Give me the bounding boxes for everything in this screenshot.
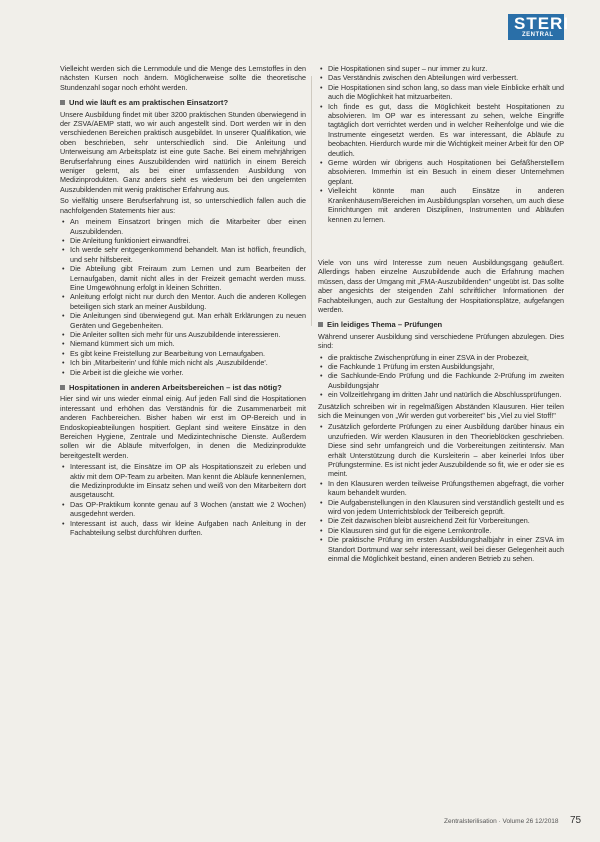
list-item: • Interessant ist, die Einsätze im OP als Hospitationszeit zu erleben und aktiv mit dem OP-Team zu arbeiten. Man kennt die Abläufe kennenlernen, die Medizinprodukte im Einsatz sehen und weiß von den Mitarbeitern dort ausgetauscht. <box>60 462 306 500</box>
list-item: • Die Anleitungen sind überwiegend gut. Man erhält Erklärungen zu neuen Geräten und Gegebenheiten. <box>60 311 306 330</box>
list-item: • Die Hospitationen sind super – nur immer zu kurz. <box>318 64 564 73</box>
section-heading-practical <box>60 98 306 107</box>
list-item: • die Fachkunde 1 Prüfung im ersten Ausbildungsjahr, <box>318 362 564 371</box>
list-item: • die Sachkunde-Endo Prüfung und die Fachkunde 2-Prüfung im zweiten Ausbildungsjahr <box>318 371 564 390</box>
logo-text: STERI <box>514 14 570 33</box>
statement-list <box>318 422 564 563</box>
list-item: • Das OP-Praktikum konnte genau auf 3 Wochen (anstatt wie 2 Wochen) ausgedehnt werden. <box>60 500 306 519</box>
paragraph: Hier sind wir uns wieder einmal einig. Auf jeden Fall sind die Hospitationen interessant und erhöhen das Verständnis für die Zusammenarbeit mit anderen Fachbereichen. Bisher haben wir erst im OP-Bereich und in Endoskopieabteilungen hospitiert. Geplant sind weitere Einsätze in den Bereichen Hygiene, Zentrale und Medizintechnische Dienste. Außerdem sollen wir die Abläufe mitverfolgen, in denen die Medizinprodukte bereitgestellt werden. <box>60 394 306 460</box>
exam-list <box>318 353 564 400</box>
square-bullet-icon <box>318 322 323 327</box>
paragraph: Während unserer Ausbildung sind verschiedene Prüfungen abzulegen. Dies sind: <box>318 331 564 351</box>
list-item: • Niemand kümmert sich um mich. <box>60 339 306 348</box>
list-item: • In den Klausuren werden teilweise Prüfungsthemen abgefragt, die vorher kaum behandelt wurden. <box>318 479 564 498</box>
section-heading-hospitations <box>60 383 306 392</box>
paragraph: Zusätzlich schreiben wir in regelmäßigen Abständen Klausuren. Hier teilen sich die Meinungen von „Wir werden gut vorbereitet" bis „Viel zu viel Stoff!" <box>318 401 564 420</box>
steri-logo <box>508 14 570 40</box>
section-heading-exams <box>318 320 564 329</box>
list-item: • Die Anleiter sollten sich mehr für uns Auszubildende interessieren. <box>60 330 306 339</box>
list-item: • ein Vollzeitlehrgang im dritten Jahr und natürlich die Abschlussprüfungen. <box>318 390 564 399</box>
statement-list <box>60 217 306 377</box>
left-column <box>60 64 306 540</box>
logo-subtext: ZENTRAL <box>522 32 554 38</box>
statement-list <box>60 462 306 537</box>
heading-text: Und wie läuft es am praktischen Einsatzort? <box>69 98 229 108</box>
list-item: • Das Verständnis zwischen den Abteilungen wird verbessert. <box>318 73 564 82</box>
journal-footer: Zentralsterilisation · Volume 26 12/2018 <box>444 818 559 825</box>
list-item: • Die Arbeit ist die gleiche wie vorher. <box>60 368 306 377</box>
list-item: • Vielleicht könnte man auch Einsätze in anderen Krankenhäusern/Bereichen im Ausbildungsplan vorsehen, um auch diese Einrichtungen mit anderen Disziplinen, Instrumenten und Abläufen kennen zu lernen. <box>318 186 564 224</box>
square-bullet-icon <box>60 100 65 105</box>
list-item: • Es gibt keine Freistellung zur Bearbeitung von Lernaufgaben. <box>60 349 306 358</box>
heading-text: Hospitationen in anderen Arbeitsbereichen – ist das nötig? <box>69 383 282 392</box>
list-item: • Die Zeit dazwischen bleibt ausreichend Zeit für Vorbereitungen. <box>318 516 564 525</box>
paragraph: Viele von uns wird Interesse zum neuen Ausbildungsgang geäußert. Allerdings haben einzelne Auszubildende auch die Erfahrung machen müssen, dass der Umgang mit „FMA-Auszubildenden" ungeübt ist. Das sollte aber angesichts der steigenden Zahl schriftlicher Informationen der Fachabteilungen, auch zur Gestaltung der Hospitationsplätze, aufgefangen werden. <box>318 257 564 314</box>
column-divider <box>311 76 312 326</box>
heading-text: Ein leidiges Thema – Prüfungen <box>327 320 443 330</box>
list-item: • Die Aufgabenstellungen in den Klausuren sind verständlich gestellt und es wird von jedem Unterrichtsblock der Teilbereich geprüft. <box>318 498 564 517</box>
square-bullet-icon <box>60 385 65 390</box>
list-item: • Die Klausuren sind gut für die eigene Lernkontrolle. <box>318 526 564 535</box>
page-number: 75 <box>570 815 582 826</box>
intro-paragraph: Vielleicht werden sich die Lernmodule und die Menge des Lernstoffes in den nächsten Kursen noch ändern. Möglicherweise sollte die theoretische Stundenzahl sogar noch erhöht werden. <box>60 64 306 92</box>
list-item: • An meinem Einsatzort bringen mich die Mitarbeiter über einen Auszubildenden. <box>60 217 306 236</box>
list-item: • Die Anleitung funktioniert einwandfrei. <box>60 236 306 245</box>
list-item: • Ich finde es gut, dass die Möglichkeit besteht Hospitationen zu absolvieren. Im OP war es interessant zu sehen, welche Eingriffe tagtäglich dort verrichtet werden und in welcher Reihenfolge und wie die Instrumente eingesetzt werden. Es war interessant, die Abläufe zu beobachten. Hierdurch wurde mir die Wichtigkeit meiner Arbeit für den OP deutlich. <box>318 102 564 158</box>
paragraph: Unsere Ausbildung findet mit über 3200 praktischen Stunden überwiegend in der ZSVA/AEMP statt, wo wir auch angestellt sind. Dort werden wir in den verschiedenen Bereichen praktisch ausgebildet. In unserer Qualifikation, wie oben beschrieben, sehr unterschiedlich sind. Die Anleitung und Unterweisung am Arbeitsplatz ist eine gute Sache. Bei einem mehrjährigen Berufserfahrung eines Auszubildenden wird natürlich in einem Bereich weniger gelernt, als bei einer umfassenden Ausbildung von Medizinprodukten. Ganz anders sieht es wiederum bei den ungelernten Auszubildenden mit wenig praktischer Erfahrung aus. <box>60 109 306 194</box>
list-item: • Anleitung erfolgt nicht nur durch den Mentor. Auch die anderen Kollegen beteiligen sich stark an meiner Ausbildung. <box>60 292 306 311</box>
statement-list <box>318 64 564 224</box>
list-item: • Gerne würden wir übrigens auch Hospitationen bei Gefäßherstellern absolvieren. Immerhin ist ein Besuch in einem dieser Unternehmen geplant. <box>318 158 564 186</box>
list-item: • Ich werde sehr entgegenkommend behandelt. Man ist höflich, freundlich, und sehr hilfsbereit. <box>60 245 306 264</box>
list-item: • die praktische Zwischenprüfung in einer ZSVA in der Probezeit, <box>318 353 564 362</box>
list-item: • Zusätzlich geforderte Prüfungen zu einer Ausbildung darüber hinaus ein unzufrieden. Wir werden Klausuren in den Theorieblöcken geschrieben. Diese sind sehr umfangreich und die Vorbereitungen zeitintensiv. Man erhält Unterstützung durch die Kursleiterin – aber keinerlei Infos über Prüfungstermine. Es ist nicht jeder Auszubildende so fit, wie er oder sie es meint. <box>318 422 564 478</box>
right-column <box>318 64 564 566</box>
list-item: • Interessant ist auch, dass wir kleine Aufgaben nach Anleitung in der Fachabteilung selbst durchführen durften. <box>60 519 306 538</box>
list-item: • Die Hospitationen sind schon lang, so dass man viele Einblicke erhält und auch die Möglichkeit hat mitzuarbeiten. <box>318 83 564 102</box>
list-item: • Die Abteilung gibt Freiraum zum Lernen und zum Bearbeiten der Lernaufgaben, damit nicht alles in der Freizeit gemacht werden muss. Eine Umgewöhnung erfolgt in kleinen Schritten. <box>60 264 306 292</box>
list-item: • Ich bin ,Mitarbeiterin' und fühle mich nicht als ,Auszubildende'. <box>60 358 306 367</box>
list-item: • Die praktische Prüfung im ersten Ausbildungshalbjahr in einer ZSVA im Standort Dortmund war sehr interessant, weil bei dieser Gelegenheit auch einmal die Möglichkeit bestand, einen anderen Betrieb zu sehen. <box>318 535 564 563</box>
paragraph: So vielfältig unsere Berufserfahrung ist, so unterschiedlich fallen auch die nachfolgenden Statements hier aus: <box>60 196 306 215</box>
